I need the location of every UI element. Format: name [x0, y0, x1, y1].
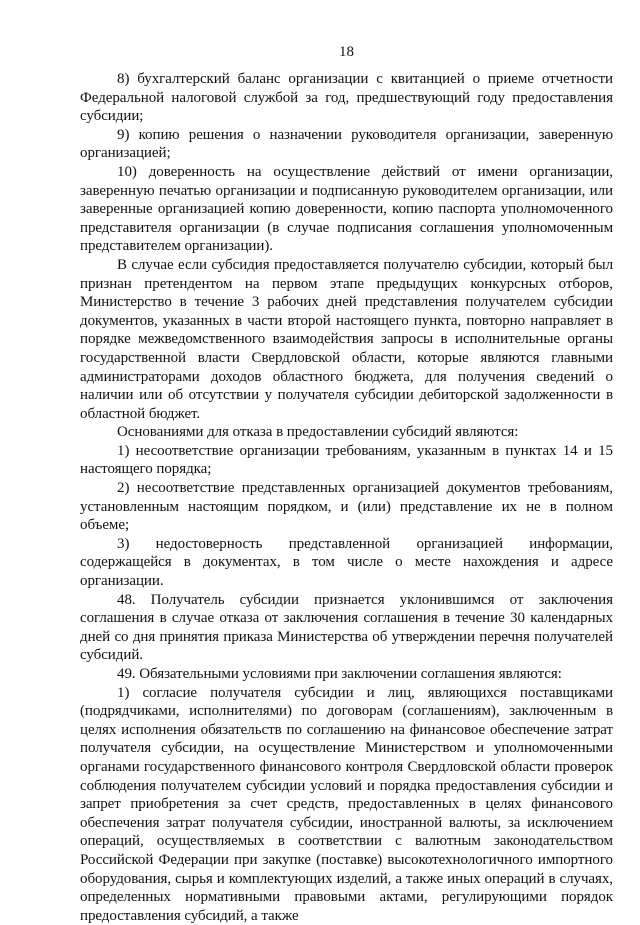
document-page: [80, 40, 613, 925]
paragraph-refusal-ground-2: 2) несоответствие представленных организацией документов требованиям, установленным настоящим порядком, и (или) представление их не в полном объеме;: [80, 480, 613, 534]
page-number: 18: [339, 44, 354, 60]
paragraph-clause-48: 48. Получатель субсидии признается уклонившимся от заключения соглашения в случае отказа от заключения соглашения в течение 30 календарных дней со дня принятия приказа Министерства об утверждении перечня получателей субсидий.: [80, 591, 613, 664]
paragraph-refusal-ground-1: 1) несоответствие организации требованиям, указанным в пунктах 14 и 15 настоящего порядка;: [80, 442, 613, 478]
paragraph-item-10: 10) доверенность на осуществление действий от имени организации, заверенную печатью организации и подписанную руководителем организации, или заверенные организацией копию доверенности, копию паспорта уполномоченного представителя организации (в случае подписания соглашения уполномоченным представителем организации).: [80, 163, 613, 255]
paragraph-item-8: 8) бухгалтерский баланс организации с квитанцией о приеме отчетности Федеральной налоговой службой за год, предшествующий году предоставления субсидии;: [80, 71, 613, 125]
paragraph-clause-49-item-1: 1) согласие получателя субсидии и лиц, являющихся поставщиками (подрядчиками, исполнителями) по договорам (соглашениям), заключенным в целях исполнения обязательств по соглашению на финансовое обеспечение затрат получателя субсидии, на осуществление Министерством и уполномоченными органами государственного финансового контроля Свердловской области проверок соблюдения получателем субсидии условий и порядка предоставления субсидии и запрет приобретения за счет средств, предоставленных в целях финансового обеспечения затрат получателя субсидии, иностранной валюты, за исключением операций, осуществляемых в соответствии с валютным законодательством Российской Федерации при закупке (поставке) высокотехнологичного импортного оборудования, сырья и комплектующих изделий, а также иных операций в случаях, определенных нормативными правовыми актами, регулирующими порядок предоставления субсидий, а также: [80, 684, 613, 924]
paragraph-refusal-ground-3: 3) недостоверность представленной организацией информации, содержащейся в документах, в том числе о месте нахождения и адресе организации.: [80, 535, 613, 590]
paragraph-clause-49: 49. Обязательными условиями при заключении соглашения являются:: [117, 666, 562, 682]
paragraph-item-9: 9) копию решения о назначении руководителя организации, заверенную организацией;: [80, 126, 613, 162]
paragraph-repeat-request: В случае если субсидия предоставляется получателю субсидии, который был признан претендентом на первом этапе предыдущих конкурсных отборов, Министерство в течение 3 рабочих дней представления получателем субсидии документов, указанных в части второй настоящего пункта, повторно направляет в порядке межведомственного взаимодействия запросы в исполнительные органы государственной власти Свердловской области, которые являются главными администраторами доходов областного бюджета, для получения сведений о наличии или об отсутствии у получателя субсидии дебиторской задолженности в областной бюджет.: [80, 256, 613, 422]
paragraph-refusal-grounds-heading: Основаниями для отказа в предоставлении субсидий являются:: [117, 424, 519, 441]
